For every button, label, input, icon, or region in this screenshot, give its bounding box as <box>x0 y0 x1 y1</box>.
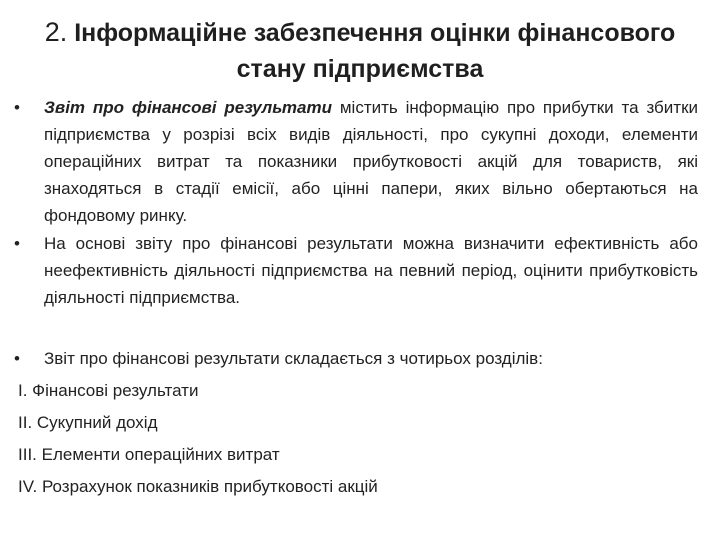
bullet-emphasis: Звіт про фінансові результати <box>44 98 332 117</box>
title-text: Інформаційне забезпечення оцінки фінансового стану підприємства <box>74 19 676 83</box>
list-item: I. Фінансові результати <box>18 381 199 400</box>
bullet-icon: • <box>14 349 20 368</box>
bullet-text <box>44 94 698 229</box>
list-item: IV. Розрахунок показників прибутковості акцій <box>18 477 378 496</box>
bullet-item-report-structure <box>14 345 704 372</box>
title-number: 2. <box>44 17 68 47</box>
bullet-body: містить інформацію про прибутки та збитки підприємства у розрізі всіх видів діяльності, про сукупні доходи, елементи операційних витрат та показники прибутковості акцій для товариств, які знаходяться в стадії емісії, або цінні папери, яких вільно обертаються на фондовому ринку. <box>44 98 698 225</box>
sections-list <box>18 375 378 503</box>
bullet-text: Звіт про фінансові результати складається з чотирьох розділів: <box>44 349 543 368</box>
bullet-icon: • <box>14 234 20 253</box>
list-item: II. Сукупний дохід <box>18 413 158 432</box>
page-title <box>20 14 700 87</box>
bullet-item-report-purpose <box>14 230 704 311</box>
bullet-icon: • <box>14 98 20 117</box>
list-item: III. Елементи операційних витрат <box>18 445 280 464</box>
bullet-item-report-content <box>14 94 704 229</box>
bullet-text: На основі звіту про фінансові результати можна визначити ефективність або неефективність діяльності підприємства на певний період, оцінити прибутковість діяльності підприємства. <box>44 234 698 307</box>
